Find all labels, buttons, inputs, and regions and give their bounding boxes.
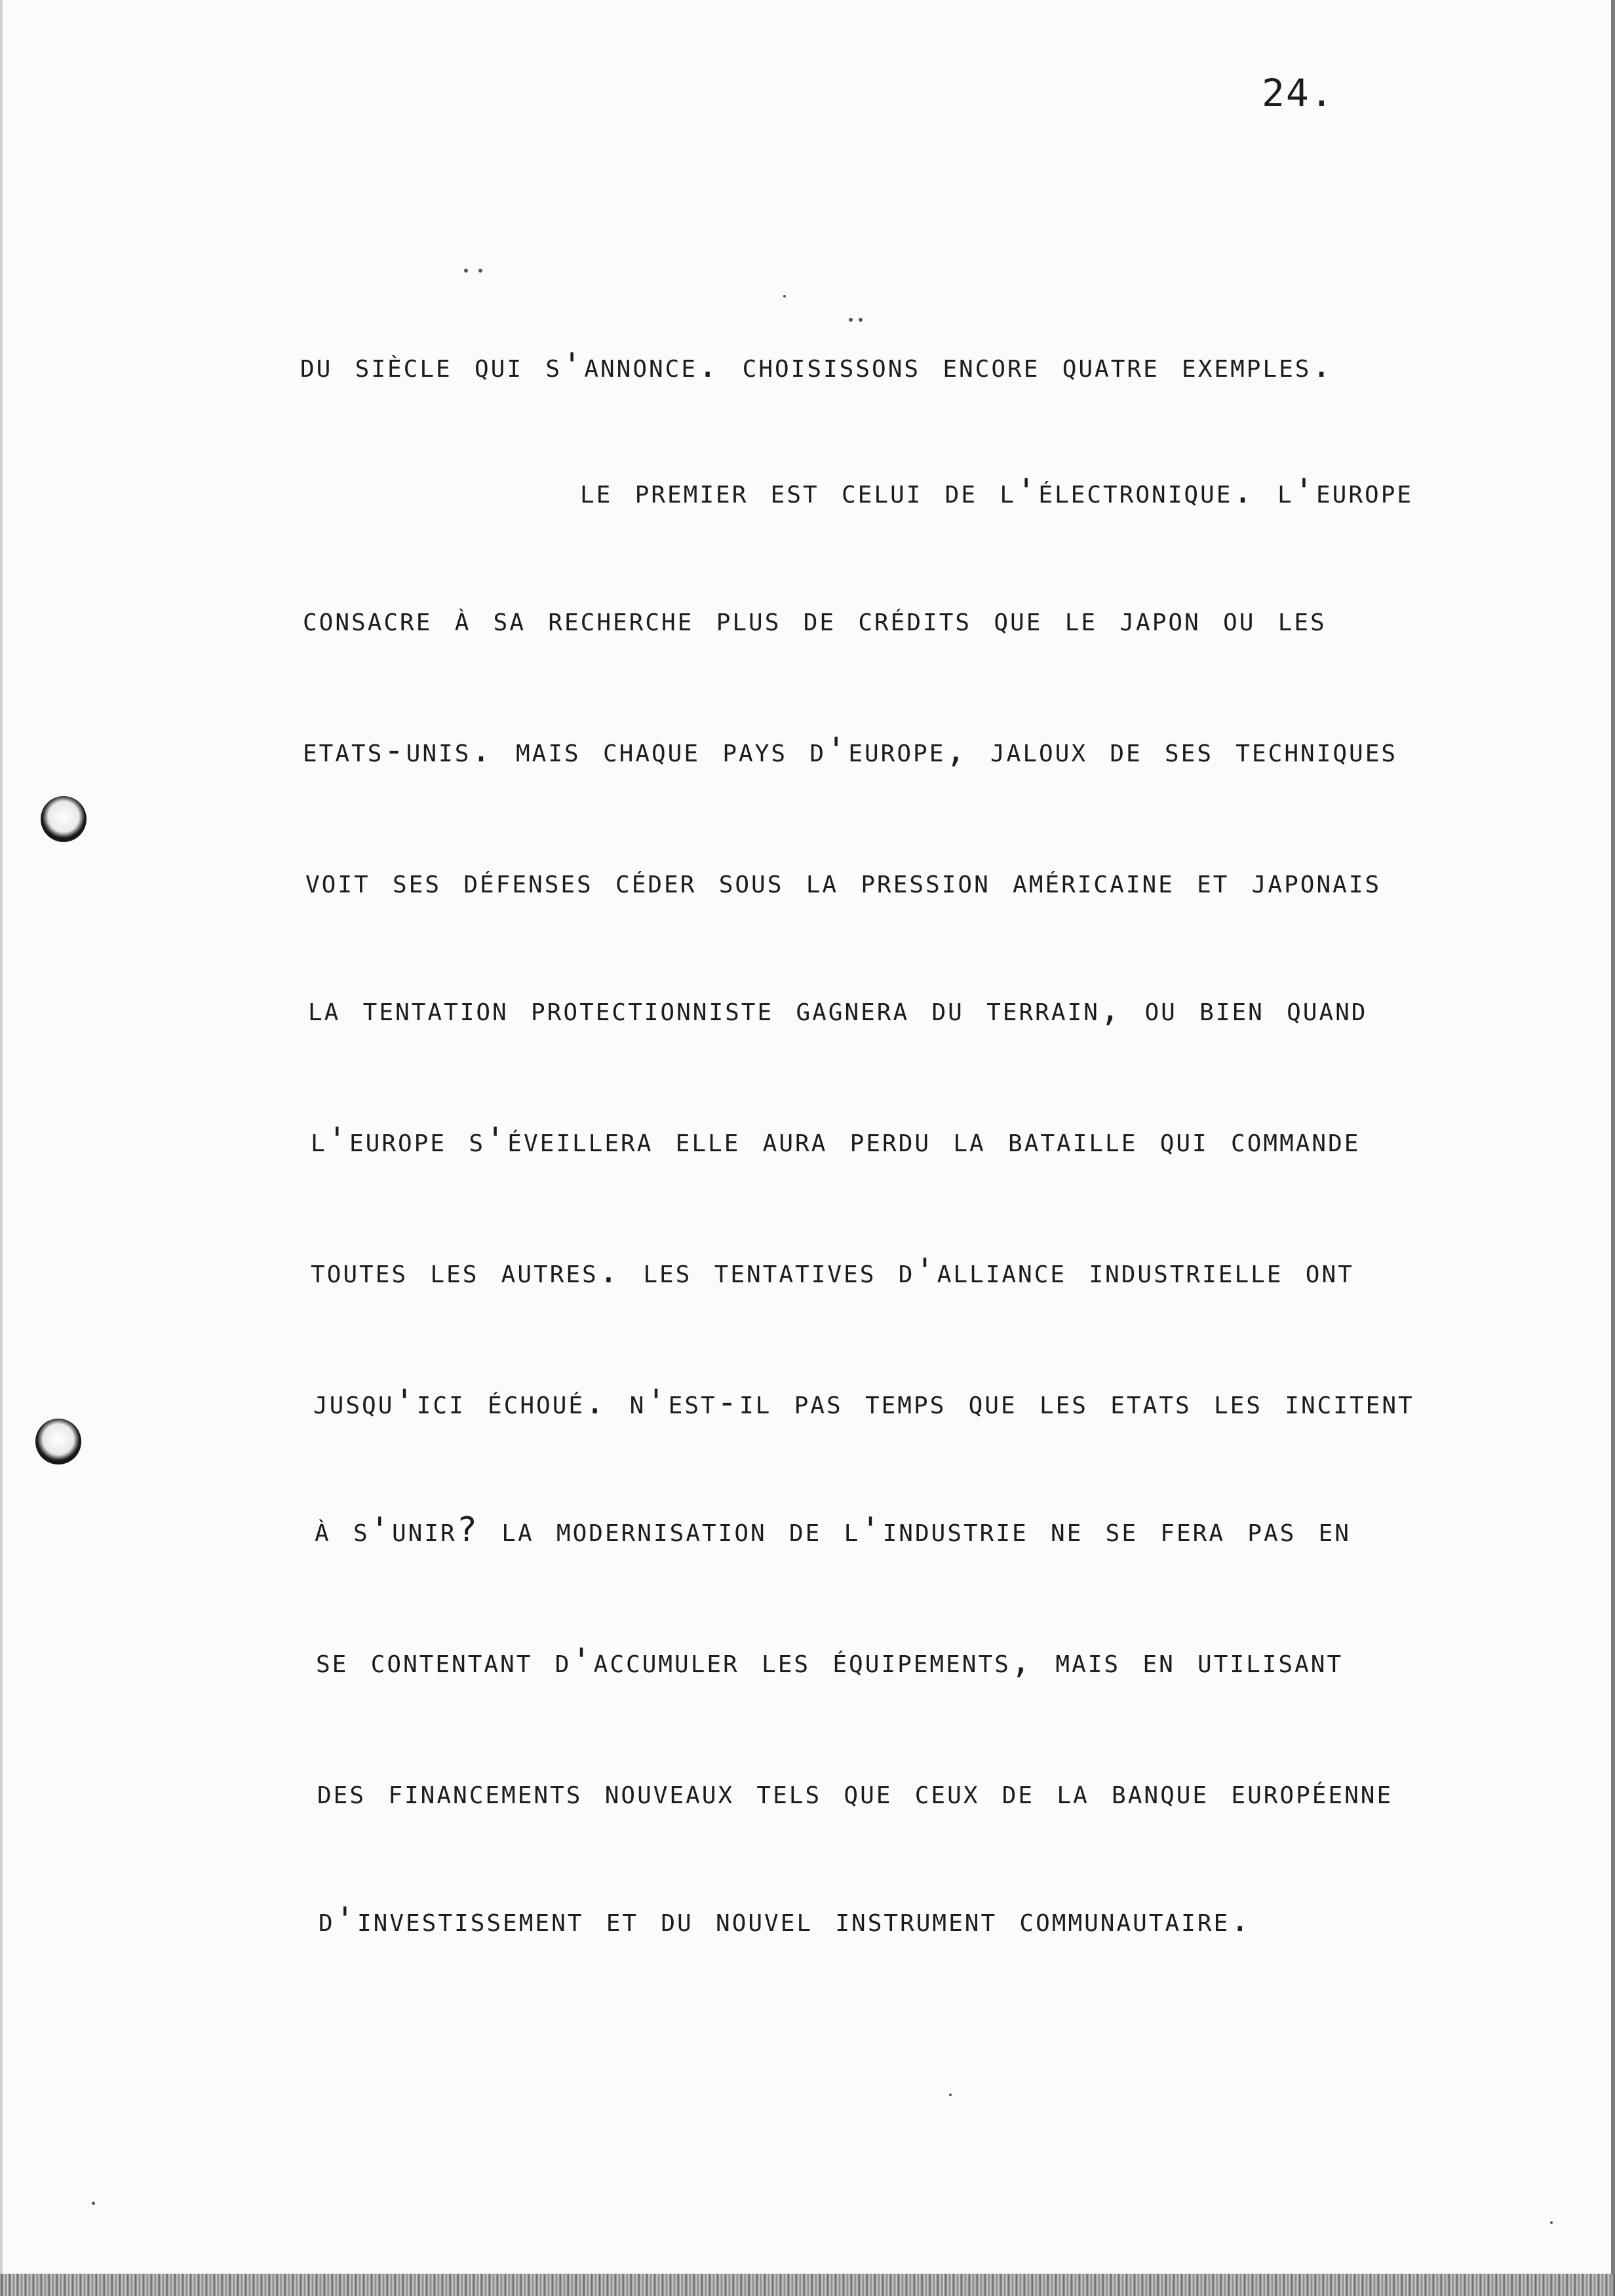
body-line-9: jusqu'ici échoué. n'est-il pas temps que les etats les incitent: [313, 1383, 1414, 1422]
body-line-4: etats-unis. mais chaque pays d'europe, jaloux de ses techniques: [303, 731, 1398, 770]
body-line-7: l'europe s'éveillera elle aura perdu la bataille qui commande: [311, 1120, 1361, 1160]
body-line-1: du siècle qui s'annonce. choisissons encore quatre exemples.: [300, 346, 1334, 385]
body-line-13: d'investissement et du nouvel instrument communautaire.: [319, 1900, 1253, 1940]
body-line-6: la tentation protectionniste gagnera du terrain, ou bien quand: [308, 989, 1368, 1029]
body-line-11: se contentant d'accumuler les équipements, mais en utilisant: [316, 1641, 1344, 1681]
body-line-10: à s'unir? la modernisation de l'industrie ne se fera pas en: [315, 1510, 1351, 1550]
scan-bottom-edge: [0, 2274, 1615, 2296]
body-line-2: le premier est celui de l'électronique. l'europe: [580, 472, 1414, 511]
body-line-3: consacre à sa recherche plus de crédits que le japon ou les: [303, 600, 1327, 639]
body-line-5: voit ses défenses céder sous la pression américaine et japonais: [305, 862, 1382, 901]
body-line-8: toutes les autres. les tentatives d'alliance industrielle ont: [311, 1252, 1354, 1291]
page-number: 24.: [1262, 71, 1334, 115]
body-line-12: des financements nouveaux tels que ceux de la banque européenne: [317, 1772, 1393, 1812]
